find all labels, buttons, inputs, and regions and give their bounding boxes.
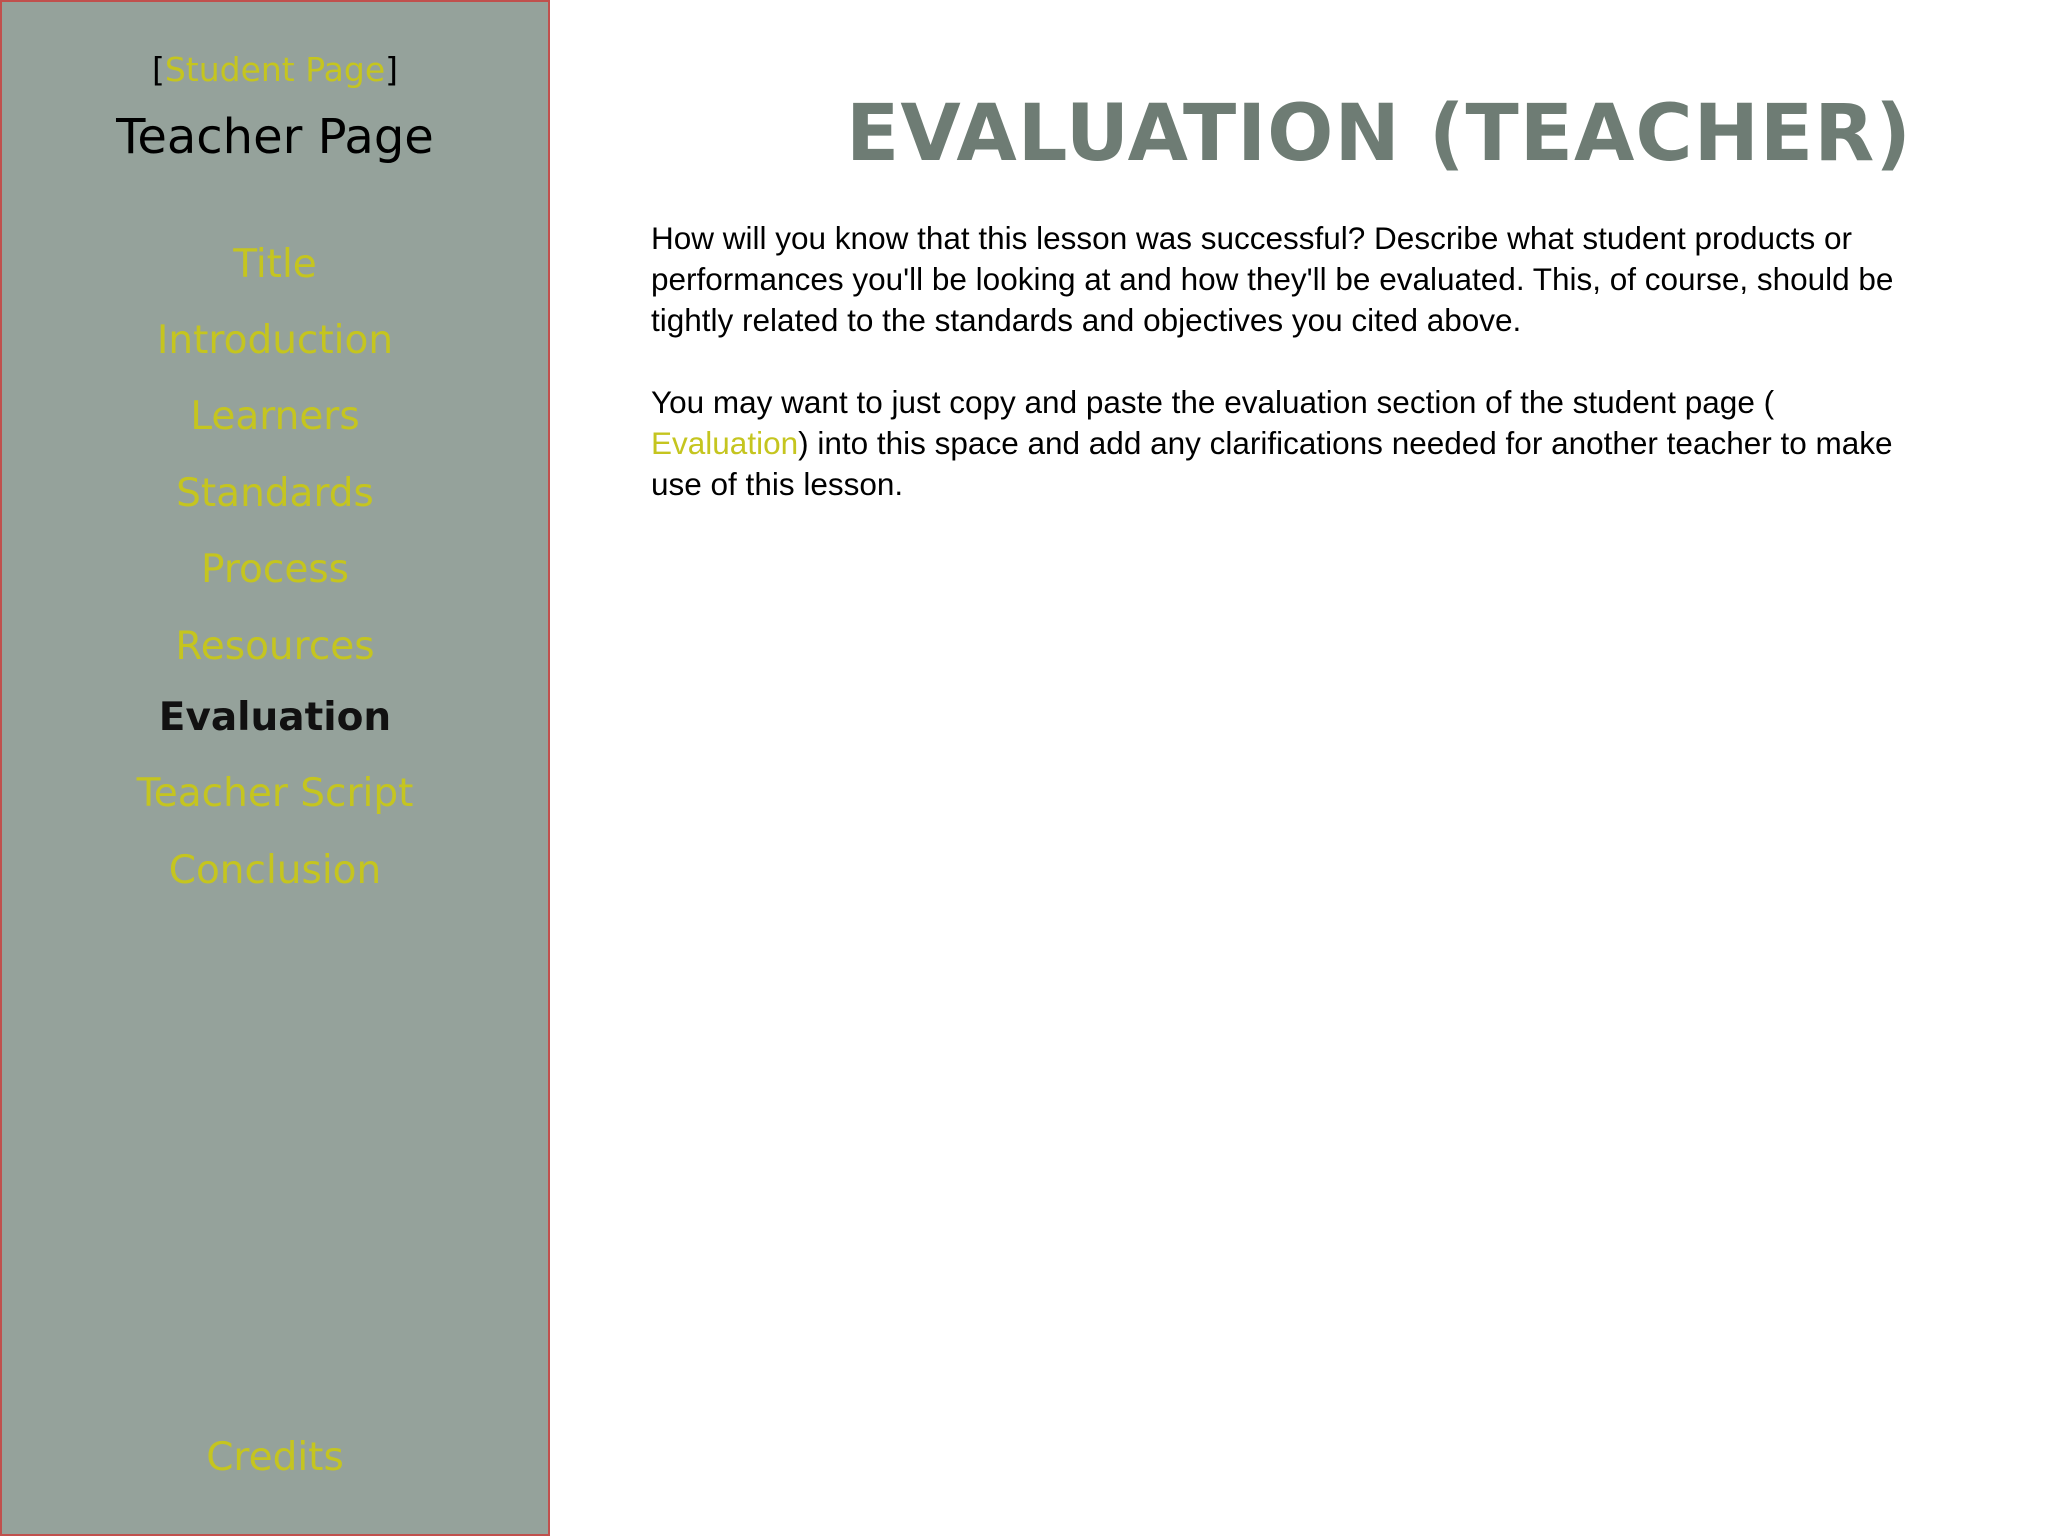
nav-item-conclusion[interactable]: Conclusion [168, 848, 382, 893]
sidebar-nav [0, 0, 550, 1536]
paragraph-intro: How will you know that this lesson was successful? Describe what student products or performances you'll be looking at and how they'll be evaluated. This, of course, should be tightly related to the standards and objectives you cited above. [651, 220, 1894, 338]
nav-item-process[interactable]: Process [201, 547, 349, 592]
student-page-link-row [2, 50, 548, 90]
open-bracket: [ [151, 50, 165, 89]
paragraph-copy-instructions [651, 382, 1941, 505]
close-bracket: ] [385, 50, 399, 89]
page-title: EVALUATION (TEACHER) [846, 89, 1912, 179]
nav-item-teacher-script[interactable]: Teacher Script [136, 771, 414, 816]
nav-item-resources[interactable]: Resources [175, 624, 375, 669]
teacher-page-label: Teacher Page [116, 109, 434, 165]
main-content [651, 218, 1941, 505]
nav-item-evaluation: Evaluation [158, 695, 392, 740]
student-page-link[interactable]: Student Page [164, 50, 386, 89]
nav-item-learners[interactable]: Learners [190, 394, 360, 439]
nav-item-standards[interactable]: Standards [176, 471, 374, 516]
paragraph-text-before: You may want to just copy and paste the evaluation section of the student page ( [651, 384, 1775, 420]
evaluation-link[interactable]: Evaluation [651, 425, 799, 461]
paragraph-text-after: ) into this space and add any clarifications needed for another teacher to make use of this lesson. [651, 425, 1893, 502]
nav-item-introduction[interactable]: Introduction [156, 318, 394, 363]
nav-item-credits[interactable]: Credits [206, 1435, 344, 1480]
nav-item-title[interactable]: Title [233, 242, 317, 287]
